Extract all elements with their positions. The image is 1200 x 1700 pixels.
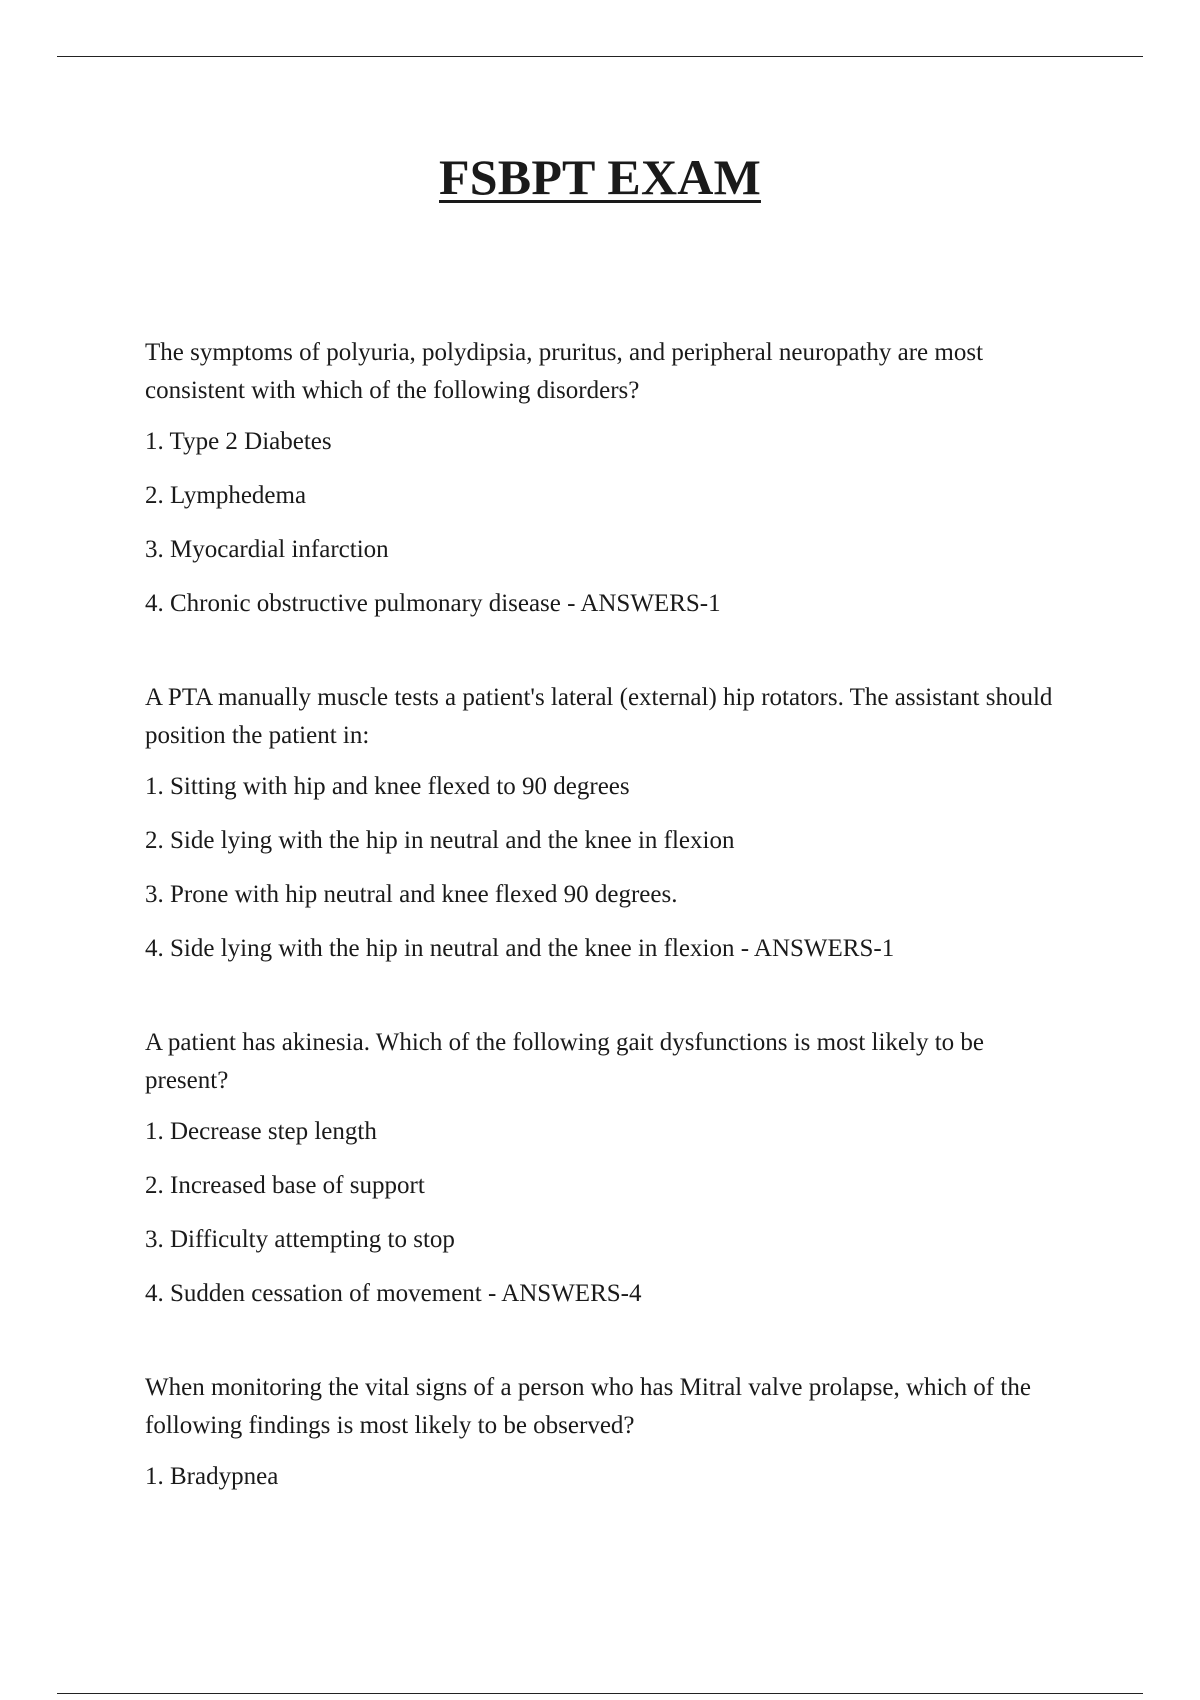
answer-option: 1. Sitting with hip and knee flexed to 90 degrees [145, 773, 630, 800]
answer-option: 4. Sudden cessation of movement - ANSWERS-4 [145, 1280, 642, 1307]
answer-option: 4. Side lying with the hip in neutral and the knee in flexion - ANSWERS-1 [145, 935, 895, 962]
answer-option: 2. Side lying with the hip in neutral and the knee in flexion [145, 827, 735, 854]
question-4 [145, 1369, 1065, 1496]
answer-option: 1. Type 2 Diabetes [145, 428, 332, 455]
question-2 [145, 679, 1065, 968]
question-1 [145, 334, 1065, 623]
question-text: A patient has akinesia. Which of the following gait dysfunctions is most likely to be present? [145, 1029, 984, 1094]
top-divider [57, 56, 1143, 57]
page-title [0, 146, 1200, 208]
answer-option: 3. Myocardial infarction [145, 536, 389, 563]
question-text: A PTA manually muscle tests a patient's lateral (external) hip rotators. The assistant should position the patient in: [145, 684, 1053, 749]
answer-option: 1. Decrease step length [145, 1118, 377, 1145]
answer-option: 3. Prone with hip neutral and knee flexed 90 degrees. [145, 881, 678, 908]
answer-option: 1. Bradypnea [145, 1463, 279, 1490]
page-title-text: FSBPT EXAM [439, 149, 761, 205]
question-text: When monitoring the vital signs of a person who has Mitral valve prolapse, which of the following findings is most likely to be observed? [145, 1374, 1031, 1439]
question-list [145, 334, 1065, 1552]
bottom-divider [57, 1693, 1143, 1694]
question-text: The symptoms of polyuria, polydipsia, pruritus, and peripheral neuropathy are most consistent with which of the following disorders? [145, 339, 984, 404]
answer-option: 4. Chronic obstructive pulmonary disease - ANSWERS-1 [145, 590, 721, 617]
answer-option: 3. Difficulty attempting to stop [145, 1226, 455, 1253]
question-3 [145, 1024, 1065, 1313]
answer-option: 2. Increased base of support [145, 1172, 425, 1199]
answer-option: 2. Lymphedema [145, 482, 307, 509]
